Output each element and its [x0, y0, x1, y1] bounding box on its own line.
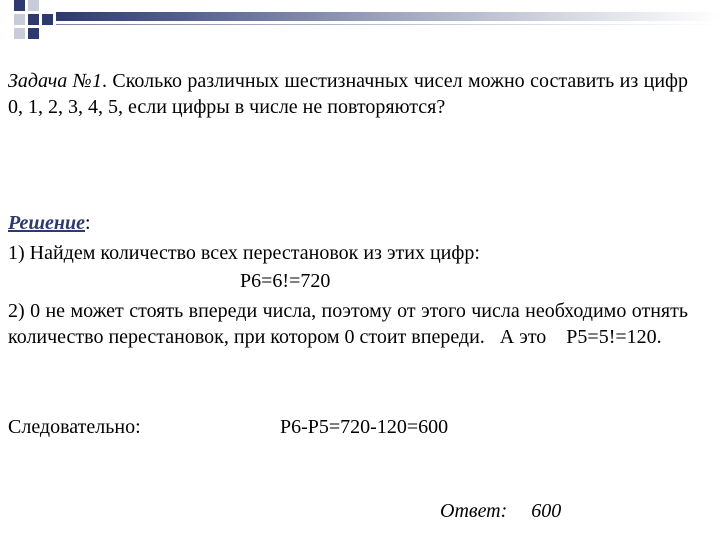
header-divider	[56, 24, 720, 25]
header-gradient-bar	[56, 12, 720, 21]
answer-label: Ответ:	[440, 500, 508, 522]
solution-heading	[8, 210, 91, 236]
conclusion-label: Следовательно:	[8, 416, 141, 438]
conclusion-formula: P6-P5=720-120=600	[280, 416, 449, 438]
answer-value: 600	[531, 500, 562, 522]
decor-square	[28, 14, 39, 25]
problem-text: . Сколько различных шестизначных чисел можно составить из цифр 0, 1, 2, 3, 4, 5, если цифры в числе не повторяются?	[8, 70, 688, 118]
answer	[440, 498, 561, 524]
solution-step-2: 2) 0 не может стоять впереди числа, поэтому от этого числа необходимо отнять количество перестановок, при котором 0 стоит впереди. А это P5=5!=120.	[8, 300, 693, 348]
decor-square	[14, 28, 25, 39]
problem-label: Задача №1	[8, 70, 102, 92]
decor-square	[28, 28, 39, 39]
decor-square	[42, 14, 53, 25]
decor-square	[14, 0, 25, 11]
decor-square	[14, 14, 25, 25]
decor-square	[28, 0, 39, 11]
solution-heading-colon: :	[85, 212, 91, 234]
solution-heading-word: Решение	[8, 212, 86, 234]
problem-statement	[8, 68, 688, 120]
solution-step-1: 1) Найдем количество всех перестановок из этих цифр:	[8, 242, 480, 264]
formula-p6: P6=6!=720	[240, 270, 331, 292]
